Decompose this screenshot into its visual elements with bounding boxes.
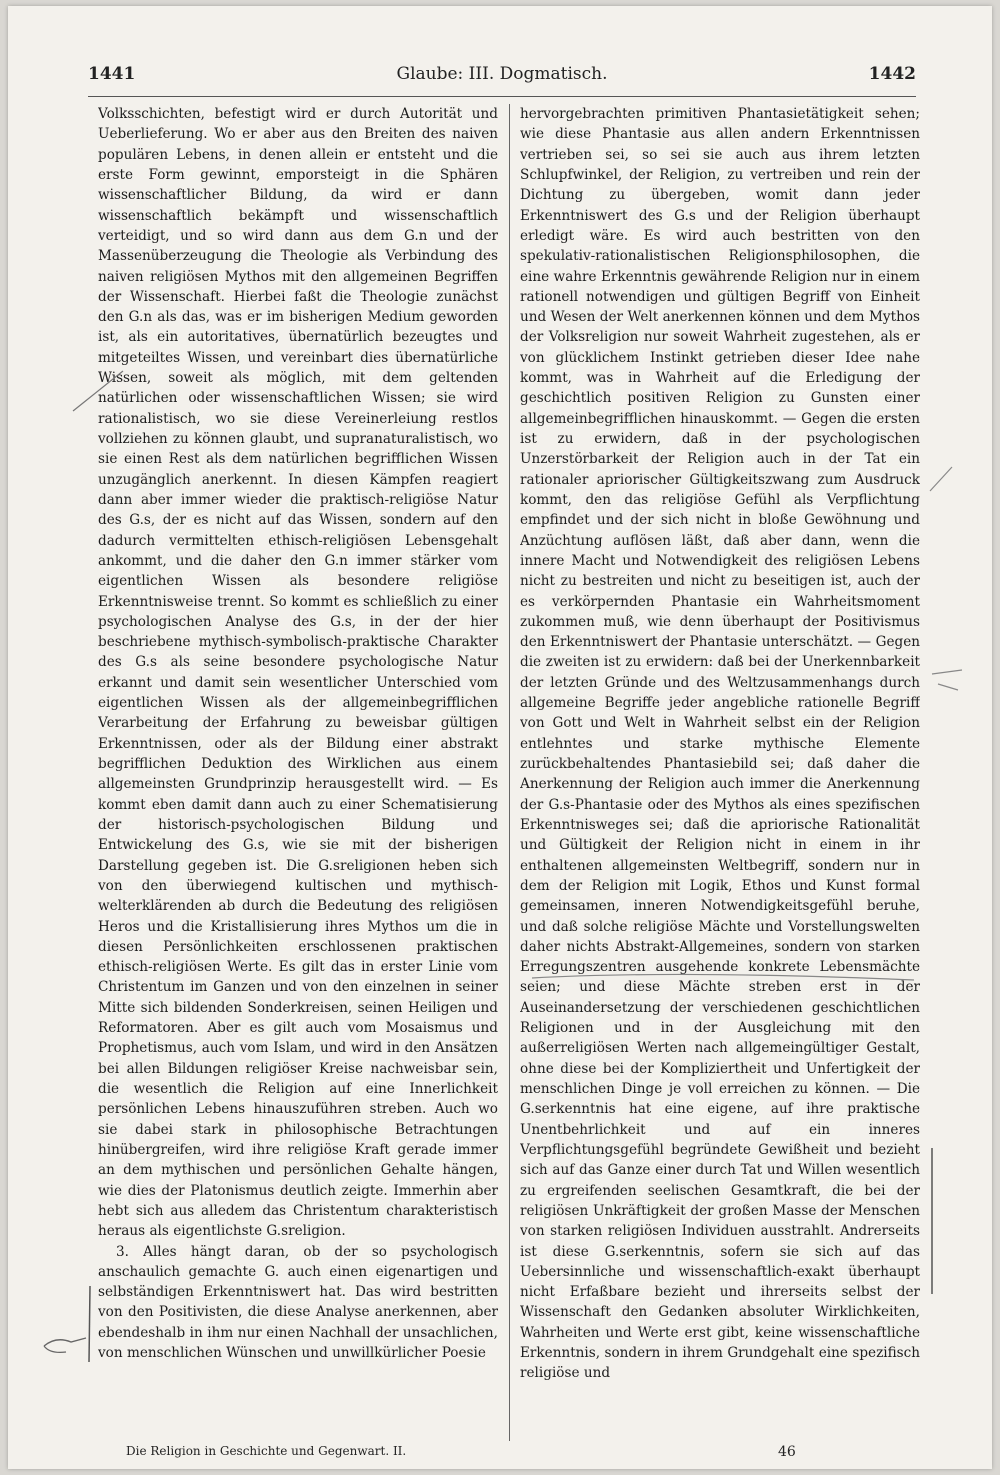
header-rule	[88, 96, 916, 97]
pencil-margin-line-right	[926, 1146, 938, 1296]
footer-sheet-number: 46	[778, 1444, 796, 1460]
right-column	[520, 104, 920, 1441]
running-header	[88, 64, 916, 98]
right-column-number: 1442	[868, 64, 916, 84]
right-paragraph-1: hervorgebrachten primitiven Phantasietätigkeit sehen; wie diese Phantasie aus allen andern Erkenntnissen vertrieben sei, so sei sie auch aus ihrem letzten Schlupfwinkel, der Religion, zu vertreiben und rein der Dichtung zu übergeben, womit dann jeder Erkenntniswert des G.s und der Religion überhaupt erledigt wäre. Es wird auch bestritten von den spekulativ-rationalistischen Religionsphilosophen, die eine wahre Erkenntnis gewährende Religion nur in einem rationell notwendigen und gültigen Begriff von Einheit und Wesen der Welt anerkennen können und dem Mythos der Volksreligion nur soweit Wahrheit zugestehen, als er von glücklichem Instinkt getrieben dieser Idee nahe kommt, was in Wahrheit auf die Erledigung der geschichtlich positiven Religion zu Gunsten einer allgemeinbegrifflichen hinauskommt. — Gegen die ersten ist zu erwidern, daß in der psychologischen Unzerstörbarkeit der Religion auch in der Tat ein rationaler apriorischer Gültigkeitszwang zum Ausdruck kommt, den das religiöse Gefühl als Verpflichtung empfindet und der sich nicht in bloße Gewöhnung und Anzüchtung auflösen läßt, daß aber dann, wenn die innere Macht und Notwendigkeit des religiösen Lebens nicht zu bestreiten und nicht zu beseitigen ist, auch der es verkörpernden Phantasie ein Wahrheitsmoment zukommen muß, wie denn überhaupt der Positivismus den Erkenntniswert der Phantasie unterschätzt. — Gegen die zweiten ist zu erwidern: daß bei der Unerkennbarkeit der letzten Gründe und des Weltzusammenhangs durch allgemeine Begriffe jeder angebliche rationelle Begriff von Gott und Welt in Wahrheit selbst ein der Religion entlehntes und starke mythische Elemente zurückbehaltendes Phantasiebild sei; daß daher die Anerkennung der Religion auch immer die Anerkennung der G.s-Phantasie oder des Mythos als eines spezifischen Erkenntnisweges sei; daß die apriorische Rationalität und Gültigkeit der Religion nicht in einem in ihr enthaltenen allgemeinsten Weltbegriff, sondern nur in dem der Religion mit Logik, Ethos und Kunst formal gemeinsamen, inneren Notwendigkeitsgefühl beruhe, und daß solche religiöse Mächte und Vorstellungswelten daher nichts Abstrakt-Allgemeines, sondern von starken Erregungszentren ausgehende konkrete Lebensmächte seien; und diese Mächte streben erst in der Auseinandersetzung der verschiedenen geschichtlichen Religionen und in der Ausgleichung mit den außerreligiösen Werten nach allgemeingültiger Gestalt, ohne diese bei der Kompliziertheit und Unfertigkeit der menschlichen Dinge je voll erreichen zu können. — Die G.serkenntnis hat eine eigene, auf ihre praktische Unentbehrlichkeit und auf ein inneres Verpflichtungsgefühl begründete Gewißheit und bezieht sich auf das Ganze einer durch Tat und Willen wesentlich zu ergreifenden seelischen Gesamtkraft, die bei der religiösen Unkräftigkeit der großen Masse der Menschen von starken religiösen Individuen ausstrahlt. Andrerseits ist diese G.serkenntnis, sofern sie sich auf das Uebersinnliche und wissenschaftlich-exakt überhaupt nicht Erfaßbare bezieht und ihrerseits selbst der Wissenschaft den Gedanken absoluter Wirklichkeiten, Wahrheiten und Werte erst gibt, keine wissenschaftliche Erkenntnis, sondern in ihrem Grundgehalt eine spezifisch religiöse und	[520, 106, 920, 1382]
left-paragraph-1: Volksschichten, befestigt wird er durch Autorität und Ueberlieferung. Wo er aber aus den Breiten des naiven populären Lebens, in denen allein er entsteht und die erste Form gewinnt, emporsteigt in die Sphären wissenschaftlicher Bildung, da wird er dann wissenschaftlich bekämpft und wissenschaftlich verteidigt, und so wird dann aus dem G.n und der Massenüberzeugung die Theologie als Verbindung des naiven religiösen Mythos mit den allgemeinen Begriffen der Wissenschaft. Hierbei faßt die Theologie zunächst den G.n als das, was er im bisherigen Medium geworden ist, als ein autoritatives, übernatürlich bezeugtes und mitgeteiltes Wissen, und vereinbart dies übernatürliche Wissen, soweit als möglich, mit dem geltenden natürlichen oder wissenschaftlichen Wissen; sie wird rationalistisch, wo sie diese Vereinerleiung restlos vollziehen zu können glaubt, und supranaturalistisch, wo sie einen Rest als dem natürlichen begrifflichen Wissen unzugänglich anerkennt. In diesen Kämpfen reagiert dann aber immer wieder die praktisch-religiöse Natur des G.s, der es nicht auf das Wissen, sondern auf den dadurch vermittelten ethisch-religiösen Lebensgehalt ankommt, und die daher den G.n immer stärker vom eigentlichen Wissen als besondere religiöse Erkenntnisweise trennt. So kommt es schließlich zu einer psychologischen Analyse des G.s, in der der hier beschriebene mythisch-symbolisch-praktische Charakter des G.s als seine besondere psychologische Natur erkannt und damit sein wesentlicher Unterschied vom eigentlichen Wissen als der allgemeinbegrifflichen Verarbeitung der Erfahrung zu beweisbar gültigen Erkenntnissen, oder als der Bildung einer abstrakt begrifflichen Deduktion des Wirklichen aus einem allgemeinsten Grundprinzip herausgestellt wird. — Es kommt eben damit dann auch zu einer Schematisierung der historisch-psychologischen Bildung und Entwickelung des G.s, wie sie mit der bisherigen Darstellung gegeben ist. Die G.sreligionen heben sich von den überwiegend kultischen und mythisch-welterklärenden ab durch die Bedeutung des religiösen Heros und die Kristallisierung ihres Mythos um die in diesen Persönlichkeiten erschlossenen praktischen ethisch-religiösen Werte. Es gilt das in erster Linie vom Christentum im Ganzen und von den einzelnen in seiner Mitte sich bildenden Sonderkreisen, seinen Heiligen und Reformatoren. Aber es gilt auch vom Mosaismus und Prophetismus, auch vom Islam, und wird in den Ansätzen bei allen Bildungen religiöser Kreise nachweisbar sein, die wesentlich die Religion auf eine Innerlichkeit persönlichen Lebens hinauszuführen streben. Auch wo sie dabei stark in philosophische Betrachtungen hinübergreifen, wird ihre religiöse Kraft gerade immer an dem mythischen und persönlichen Gehalte hängen, wie dies der Platonismus deutlich zeigte. Immerhin aber hebt sich aus alledem das Christentum charakteristisch heraus als eigentlichste G.sreligion.	[98, 106, 498, 1240]
pencil-mark-right-2	[928, 666, 968, 696]
pencil-margin-line-left	[84, 1284, 96, 1364]
column-divider	[509, 104, 510, 1441]
left-paragraph-2: 3. Alles hängt daran, ob der so psychologisch anschaulich gemachte G. auch einen eigenartigen und selbständigen Erkenntniswert hat. Das wird bestritten von den Positivisten, die diese Analyse anerkennen, aber ebendeshalb in ihm nur einen Nachhall der unsachlichen, von menschlichen Wünschen und unwillkürlicher Poesie	[98, 1243, 498, 1362]
scanned-page	[8, 6, 992, 1469]
footer-source: Die Religion in Geschichte und Gegenwart. II.	[126, 1444, 407, 1458]
left-column	[98, 104, 498, 1441]
pencil-underline-right	[528, 966, 918, 986]
left-column-number: 1441	[88, 64, 136, 84]
pencil-stroke-left-1	[68, 366, 128, 416]
running-title: Glaube: III. Dogmatisch.	[396, 64, 608, 84]
pencil-mark-right-1	[926, 461, 956, 501]
